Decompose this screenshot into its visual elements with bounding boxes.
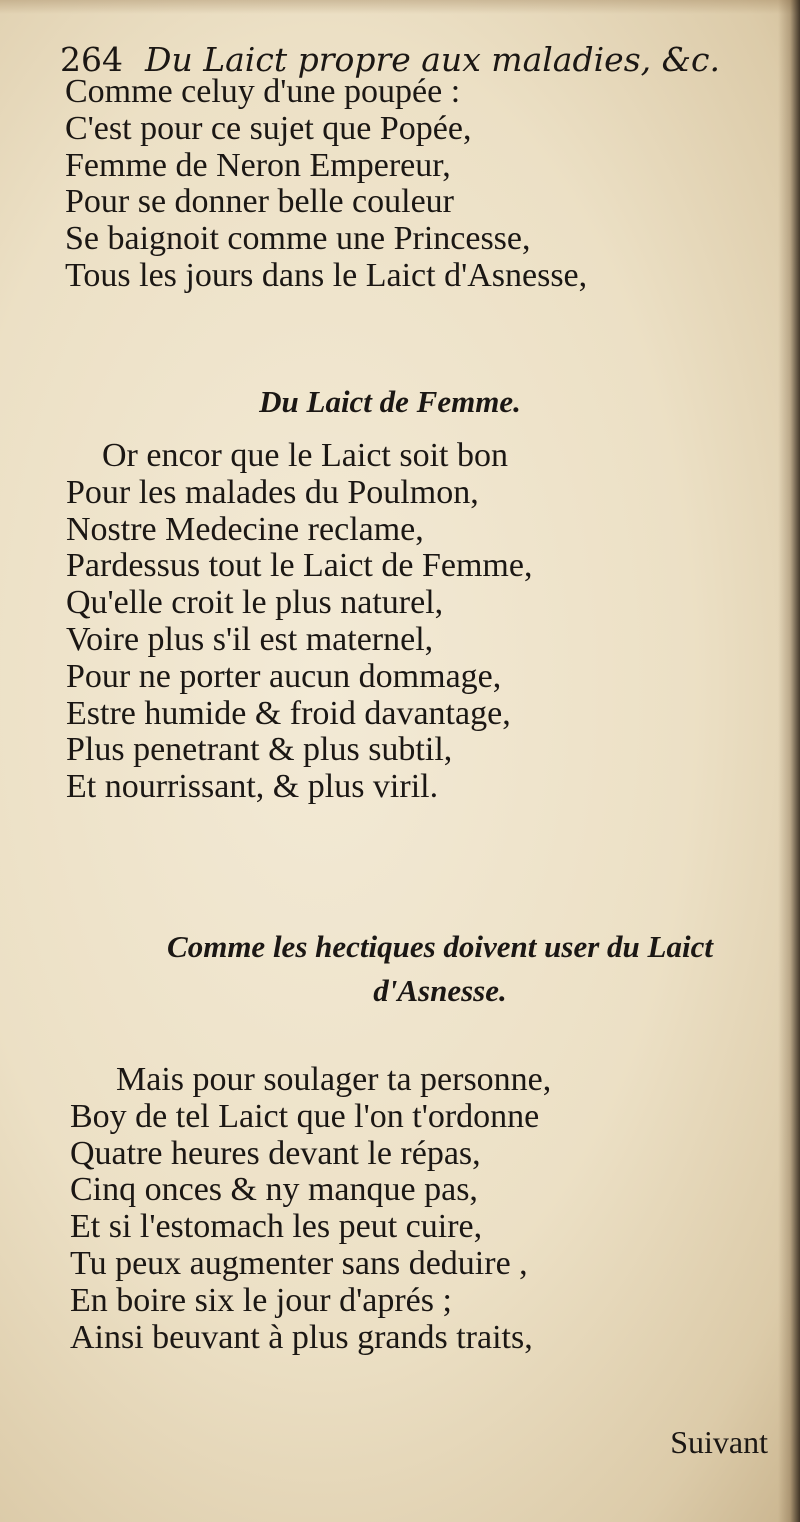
- verse-line: Pour ne porter aucun dommage,: [66, 657, 502, 695]
- catchword: Suivant: [670, 1424, 768, 1460]
- verse-line: En boire six le jour d'aprés ;: [70, 1281, 452, 1319]
- stanza-3: [70, 1062, 800, 1356]
- running-title: Du Laict propre aux maladies, &c.: [145, 40, 720, 79]
- verse-line: Et nourrissant, & plus viril.: [66, 768, 439, 806]
- verse-line: Estre humide & froid davantage,: [66, 694, 511, 732]
- verse-line: Pardessus tout le Laict de Femme,: [66, 547, 533, 585]
- verse-line: Tous les jours dans le Laict d'Asnesse,: [65, 256, 588, 294]
- section-heading-line: Comme les hectiques doivent user du Laict: [167, 929, 713, 964]
- verse-line: Voire plus s'il est maternel,: [66, 620, 434, 658]
- verse-line: Ainsi beuvant à plus grands traits,: [70, 1318, 533, 1356]
- verse-line: Boy de tel Laict que l'on t'ordonne: [70, 1097, 540, 1135]
- verse-line: C'est pour ce sujet que Popée,: [65, 109, 472, 147]
- verse-line: Qu'elle croit le plus naturel,: [66, 584, 444, 622]
- verse-line: Or encor que le Laict soit bon: [102, 437, 508, 474]
- page-top-edge: [0, 0, 800, 14]
- verse-line: Nostre Medecine reclame,: [66, 510, 424, 548]
- verse-line: Mais pour soulager ta personne,: [116, 1061, 552, 1098]
- stanza-2: [66, 438, 800, 806]
- section-heading-line: d'Asnesse.: [373, 973, 507, 1008]
- verse-line: Se baignoit comme une Princesse,: [65, 220, 531, 258]
- verse-line: Cinq onces & ny manque pas,: [70, 1171, 478, 1209]
- verse-line: Femme de Neron Empereur,: [65, 146, 451, 184]
- verse-line: Pour se donner belle couleur: [65, 183, 454, 221]
- section-heading-hectics: [100, 925, 780, 1013]
- page-number: 264: [60, 40, 123, 79]
- stanza-1: [65, 74, 800, 295]
- verse-line: Quatre heures devant le répas,: [70, 1134, 481, 1172]
- verse-line: Plus penetrant & plus subtil,: [66, 731, 453, 769]
- verse-line: Pour les malades du Poulmon,: [66, 473, 479, 511]
- verse-line: Tu peux augmenter sans deduire ,: [70, 1244, 528, 1282]
- verse-line: Et si l'estomach les peut cuire,: [70, 1208, 483, 1246]
- section-heading-womans-milk: Du Laict de Femme.: [259, 384, 521, 419]
- verse-line: Comme celuy d'une poupée :: [65, 73, 461, 110]
